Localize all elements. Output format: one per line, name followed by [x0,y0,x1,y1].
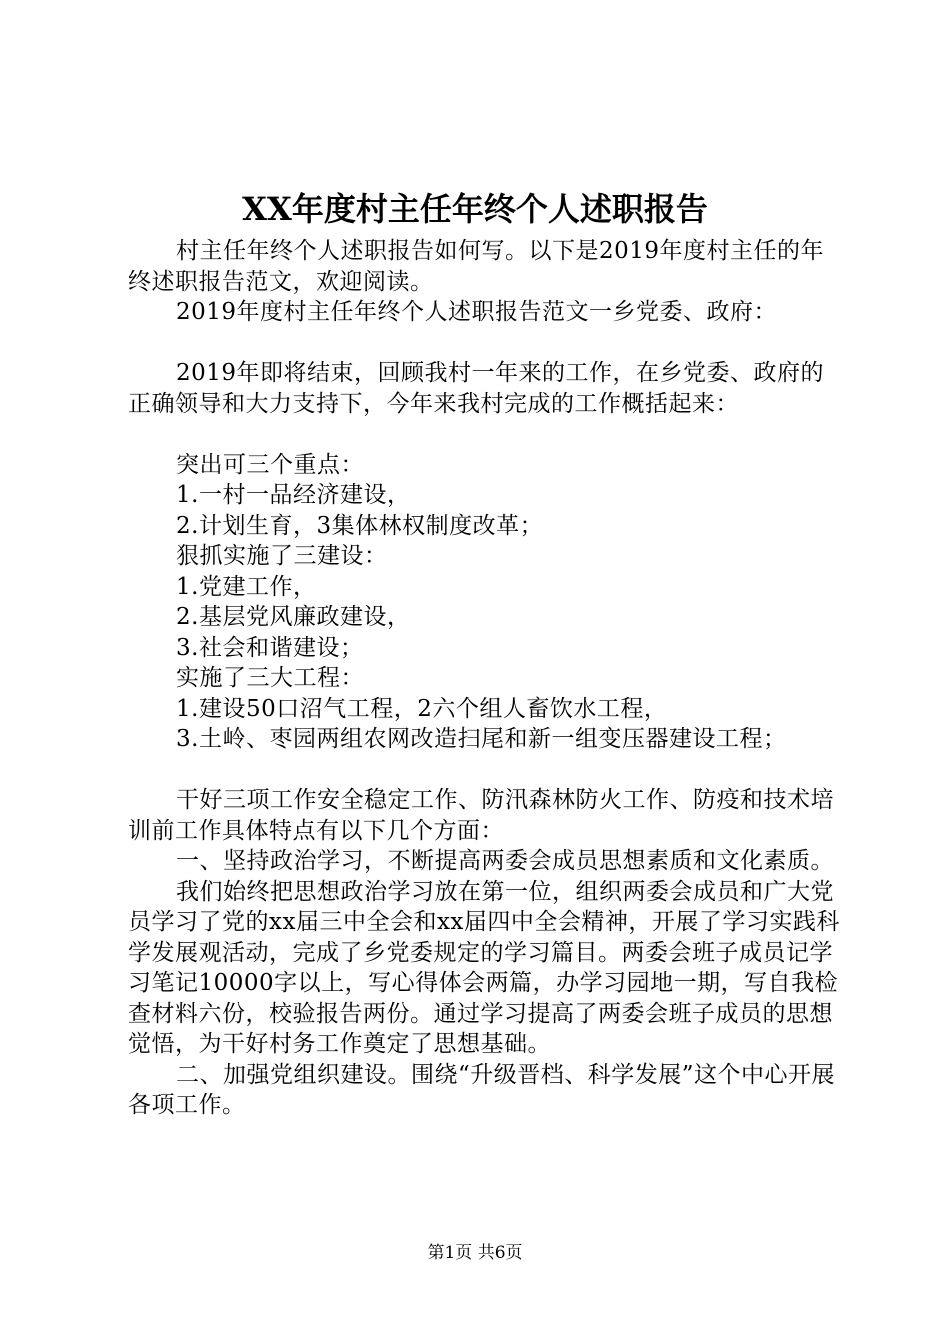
list-item: 2.计划生育，3集体林权制度改革； [176,512,544,539]
list-item: 1.一村一品经济建设， [176,482,411,508]
section-heading-two: 二、加强党组织建设。围绕“升级晋档、科学发展”这个中心开展各项工作。 [128,1061,836,1118]
list-heading: 突出可三个重点： [176,451,364,478]
paragraph-study: 我们始终把思想政治学习放在第一位，组织两委会成员和广大党员学习了党的xx届三中全会和xx届四中全会精神，开展了学习实践科学发展观活动，完成了乡党委规定的学习篇目。两委会班子成员记学习笔记10000字以上，写心得体会两篇，办学习园地一期，写自我检查材料六份，校验报告两份。通过学习提高了两委会班子成员的思想觉悟，为干好村务工作奠定了思想基础。 [128,878,840,1057]
list-item: 1.建设50口沼气工程，2六个组人畜饮水工程， [176,695,668,722]
section-heading-one: 一、坚持政治学习，不断提高两委会成员思想素质和文化素质。 [176,848,834,874]
list-item: 3.社会和谐建设； [176,634,364,661]
document-title: XX年度村主任年终个人述职报告 [242,190,708,228]
paragraph-three-tasks: 干好三项工作安全稳定工作、防汛森林防火工作、防疫和技术培训前工作具体特点有以下几个方面： [128,787,834,844]
list-heading: 狠抓实施了三建设： [176,543,388,569]
paragraph-overview: 2019年即将结束，回顾我村一年来的工作，在乡党委、政府的正确领导和大力支持下，今年来我村完成的工作概括起来： [128,360,825,417]
paragraph-spacer [128,328,840,359]
list-item: 3.土岭、枣园两组农网改造扫尾和新一组变压器建设工程； [176,726,787,752]
page-number: 第1页 共6页 [427,1243,523,1263]
list-heading: 实施了三大工程： [176,665,364,691]
paragraph-spacer [128,755,840,786]
paragraph-intro: 村主任年终个人述职报告如何写。以下是2019年度村主任的年终述职报告范文，欢迎阅读。 [128,238,825,295]
paragraph-heading: 2019年度村主任年终个人述职报告范文一乡党委、政府： [176,299,778,325]
document-body [128,236,840,1121]
list-item: 1.党建工作， [176,573,317,600]
paragraph-spacer [128,419,840,450]
list-item: 2.基层党风廉政建设， [176,604,411,630]
